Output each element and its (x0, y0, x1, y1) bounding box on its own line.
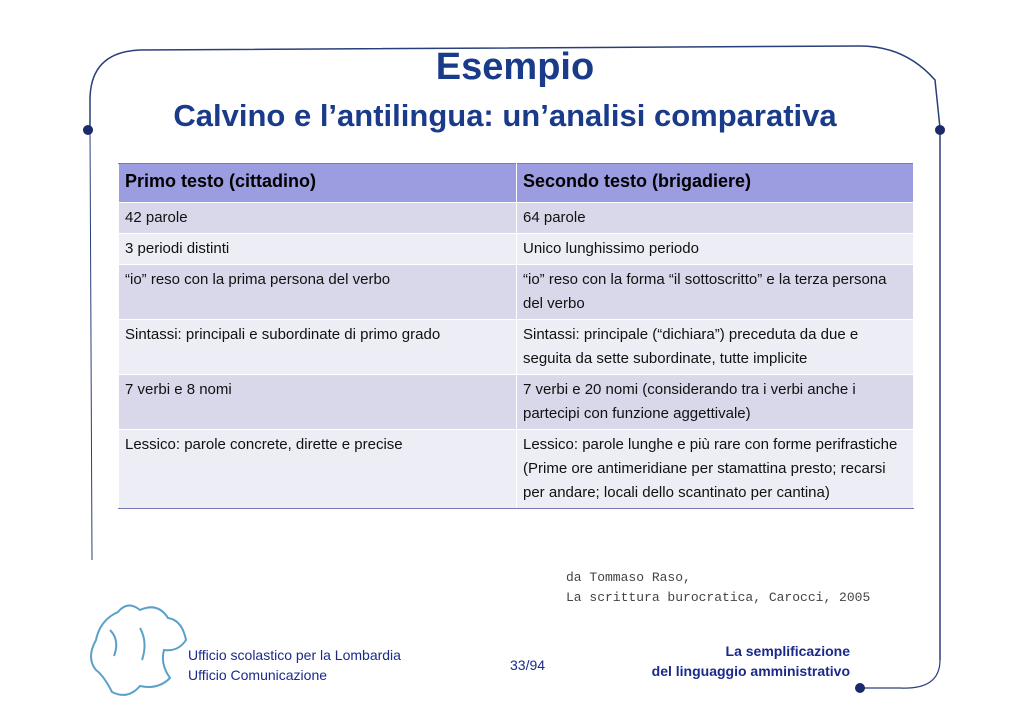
cell-secondo: Lessico: parole lunghe e più rare con forme perifrastiche (Prime ore antimeridiane per stamattina presto; recarsi per andare; locali dello scantinato per cantina) (517, 430, 914, 509)
cell-primo: 42 parole (119, 203, 517, 234)
footer-office (188, 645, 401, 685)
footer-topic (652, 641, 850, 681)
cell-primo: 3 periodi distinti (119, 234, 517, 265)
footer-topic-line1: La semplificazione (725, 643, 850, 659)
footer-office-line1: Ufficio scolastico per la Lombardia (188, 647, 401, 663)
cell-secondo: Sintassi: principale (“dichiara”) preceduta da due e seguita da sette subordinate, tutte implicite (517, 320, 914, 375)
source-citation (566, 568, 870, 608)
source-title: La scrittura burocratica, Carocci, 2005 (566, 590, 871, 605)
cell-secondo: 7 verbi e 20 nomi (considerando tra i verbi anche i partecipi con funzione aggettivale) (517, 375, 914, 430)
comparison-table (118, 163, 914, 509)
cell-primo: 7 verbi e 8 nomi (119, 375, 517, 430)
footer-office-line2: Ufficio Comunicazione (188, 667, 328, 683)
source-author: da Tommaso Raso, (566, 570, 691, 585)
table-row (119, 265, 914, 320)
table-row (119, 203, 914, 234)
cell-secondo: 64 parole (517, 203, 914, 234)
cell-secondo: “io” reso con la forma “il sottoscritto” e la terza persona del verbo (517, 265, 914, 320)
page-number: 33/94 (510, 657, 546, 673)
table-row (119, 234, 914, 265)
cell-primo: Lessico: parole concrete, dirette e precise (119, 430, 517, 509)
table-row (119, 375, 914, 430)
cell-primo: Sintassi: principali e subordinate di primo grado (119, 320, 517, 375)
header-secondo-testo: Secondo testo (brigadiere) (517, 164, 914, 203)
header-primo-testo: Primo testo (cittadino) (119, 164, 517, 203)
frame-dot-bottom (855, 683, 865, 693)
footer-topic-line2: del linguaggio amministrativo (651, 663, 850, 679)
table-row (119, 320, 914, 375)
table-header-row (119, 164, 914, 203)
cell-secondo: Unico lunghissimo periodo (517, 234, 914, 265)
lombardia-map-icon (91, 605, 186, 694)
cell-primo: “io” reso con la prima persona del verbo (119, 265, 517, 320)
table-row (119, 430, 914, 509)
slide-title: Esempio (435, 46, 595, 88)
slide-subtitle: Calvino e l’antilingua: un’analisi comparativa (173, 98, 837, 133)
